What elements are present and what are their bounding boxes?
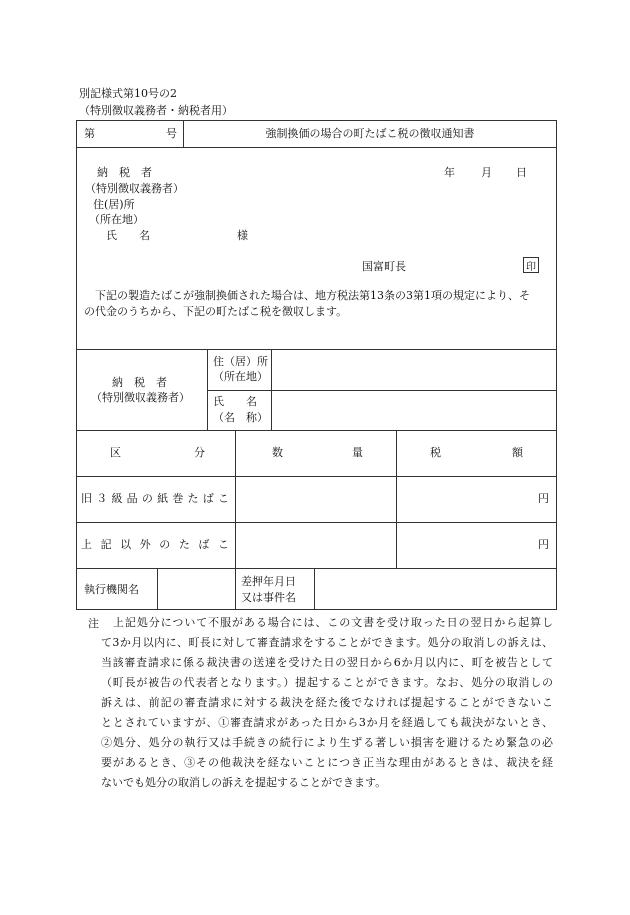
tax-table-row1-bottom bbox=[76, 522, 557, 523]
taxpayer-row-divider bbox=[207, 390, 557, 391]
footer-divider-1 bbox=[157, 568, 158, 610]
taxpayer-address-label: 住（居）所 bbox=[213, 355, 268, 368]
header-zeigaku-1: 税 bbox=[430, 446, 441, 459]
tax-table-header-bottom bbox=[76, 476, 557, 477]
tax-table-row2-bottom bbox=[76, 568, 557, 569]
tax-table-col-divider-1 bbox=[235, 430, 236, 568]
note-line-3: 当該審査請求に係る裁決書の送達を受けた日の翌日から6か月以内に、町を被告として bbox=[101, 656, 553, 669]
taxpayer-location-label: （所在地） bbox=[213, 370, 268, 383]
footer-divider-3 bbox=[314, 568, 315, 610]
note-line-8: 要があるとき、③その他裁決を経ないことにつき正当な理由があるときは、裁決を経 bbox=[101, 756, 553, 769]
seizure-date-label: 差押年月日 bbox=[241, 575, 296, 588]
header-kubun-1: 区 bbox=[110, 446, 121, 459]
date-year: 年 bbox=[444, 166, 455, 179]
addressee-location-label: （所在地） bbox=[89, 213, 144, 226]
date-month: 月 bbox=[481, 166, 492, 179]
header-suryo-1: 数 bbox=[272, 446, 283, 459]
notice-title: 強制換価の場合の町たばこ税の徴収通知書 bbox=[265, 127, 475, 140]
note-line-5: 訴えは、前記の審査請求に対する裁決を経た後でなければ提起することができないこ bbox=[101, 696, 553, 709]
issuer-name: 国富町長 bbox=[362, 260, 406, 273]
note-line-2: て3か月以内に、町長に対して審査請求をすることができます。処分の取消しの訴えは、 bbox=[101, 636, 553, 649]
note-line-9: ないでも処分の取消しの訴えを提起することができます。 bbox=[101, 776, 387, 789]
honorific-sama: 様 bbox=[237, 229, 248, 242]
row-other-tobacco: 上記以外のたばこ bbox=[81, 538, 229, 551]
addressee-taxpayer-label: 納 税 者 bbox=[97, 166, 152, 179]
form-usage: （特別徴収義務者・納税者用） bbox=[79, 104, 233, 117]
header-zeigaku-2: 額 bbox=[512, 446, 523, 459]
case-name-label: 又は事件名 bbox=[241, 591, 296, 604]
header-divider bbox=[76, 147, 557, 148]
row-old-grade3-unit: 円 bbox=[538, 492, 549, 505]
body-line-1: 下記の製造たばこが強制換価された場合は、地方税法第13条の3第1項の規定により、そ bbox=[95, 289, 530, 302]
agency-label: 執行機関名 bbox=[84, 583, 139, 596]
row-old-grade3-cigarettes: 旧３級品の紙巻たばこ bbox=[81, 492, 229, 505]
number-label-go: 号 bbox=[166, 127, 177, 140]
taxpayer-title-label: （名 称） bbox=[213, 411, 268, 424]
taxpayer-label: 納 税 者 bbox=[112, 376, 167, 389]
taxpayer-table-top bbox=[76, 349, 557, 350]
tax-table-col-divider-2 bbox=[396, 430, 397, 568]
note-line-1: 上記処分について不服がある場合には、この文書を受け取った日の翌日から起算し bbox=[113, 616, 553, 629]
note-line-7: ②処分、処分の執行又は手続きの続行により生ずる著しい損害を避けるため緊急の必 bbox=[101, 736, 553, 749]
date-day: 日 bbox=[516, 166, 527, 179]
taxpayer-name-label: 氏 名 bbox=[213, 395, 257, 408]
tax-table-top bbox=[76, 430, 557, 431]
form-id: 別記様式第10号の2 bbox=[79, 87, 177, 100]
addressee-name-label: 氏 名 bbox=[106, 229, 150, 242]
footer-divider-2 bbox=[235, 568, 236, 610]
header-suryo-2: 量 bbox=[352, 446, 363, 459]
row-other-tobacco-unit: 円 bbox=[538, 538, 549, 551]
addressee-special-label: （特別徴収義務者） bbox=[85, 182, 184, 195]
note-line-6: ととされていますが、①審査請求があった日から3か月を経過しても裁決がないとき、 bbox=[101, 716, 553, 729]
addressee-address-label: 住(居)所 bbox=[93, 198, 135, 211]
number-label-dai: 第 bbox=[84, 127, 95, 140]
note-label: 注 bbox=[88, 617, 99, 630]
body-line-2: の代金のうちから、下記の町たばこ税を徴収します。 bbox=[84, 305, 348, 318]
note-line-4: （町長が被告の代表者となります。）提起することができます。なお、処分の取消しの bbox=[101, 676, 553, 689]
header-kubun-2: 分 bbox=[194, 446, 205, 459]
taxpayer-special-label: （特別徴収義務者） bbox=[91, 391, 190, 404]
official-seal: 印 bbox=[523, 257, 539, 273]
